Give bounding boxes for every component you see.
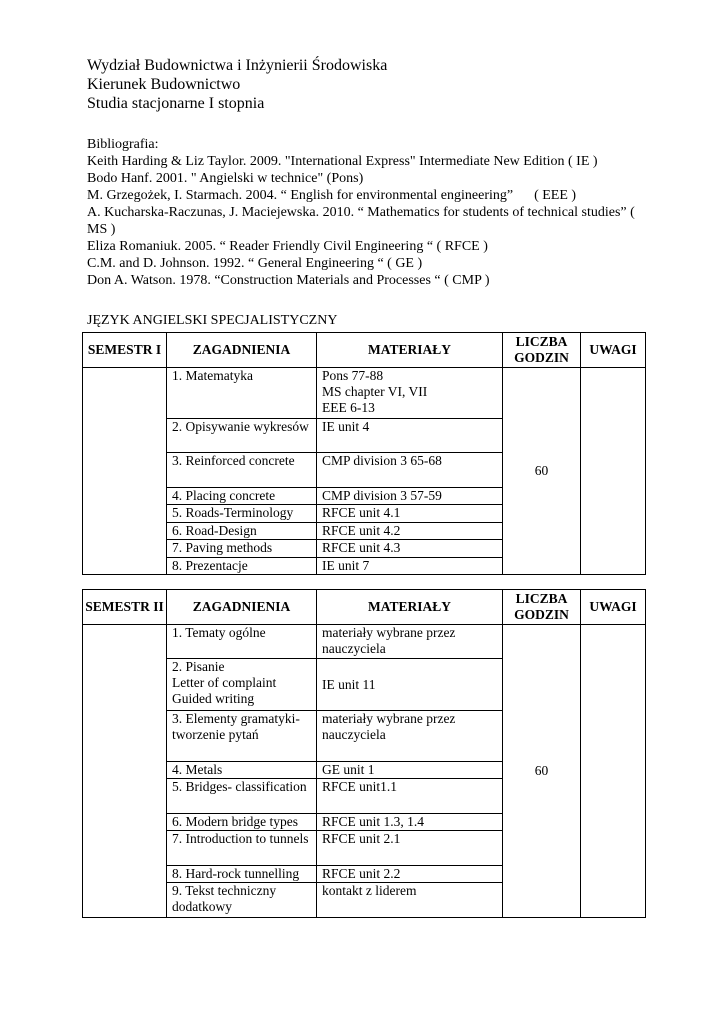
material-cell: RFCE unit1.1: [317, 779, 503, 814]
topic-cell: 1. Matematyka: [167, 368, 317, 419]
material-cell: RFCE unit 2.2: [317, 866, 503, 883]
material-cell: IE unit 7: [317, 558, 503, 575]
topic-cell: 9. Tekst techniczny dodatkowy: [167, 883, 317, 918]
topic-cell: 3. Elementy gramatyki- tworzenie pytań: [167, 711, 317, 762]
notes-header: UWAGI: [581, 590, 646, 625]
topic-cell: 8. Prezentacje: [167, 558, 317, 575]
section-title: JĘZYK ANGIELSKI SPECJALISTYCZNY: [87, 313, 338, 328]
topic-cell: 2. Opisywanie wykresów: [167, 419, 317, 453]
topic-cell: 5. Bridges- classification: [167, 779, 317, 814]
topic-cell: 4. Metals: [167, 762, 317, 779]
material-cell: IE unit 4: [317, 419, 503, 453]
topic-cell: 5. Roads-Terminology: [167, 505, 317, 523]
field-of-study: Kierunek Budownictwo: [87, 76, 241, 93]
notes-cell: [581, 368, 646, 575]
hours-header: LICZBA GODZIN: [503, 333, 581, 368]
topics-header: ZAGADNIENIA: [167, 590, 317, 625]
notes-header: UWAGI: [581, 333, 646, 368]
table-header-row: [83, 333, 646, 368]
notes-cell: [581, 625, 646, 918]
bibliography: [87, 136, 647, 289]
materials-header: MATERIAŁY: [317, 333, 503, 368]
hours-header: LICZBA GODZIN: [503, 590, 581, 625]
materials-header: MATERIAŁY: [317, 590, 503, 625]
bibliography-entry: Eliza Romaniuk. 2005. “ Reader Friendly Civil Engineering “ ( RFCE ): [87, 239, 488, 254]
bibliography-entry: Keith Harding & Liz Taylor. 2009. "International Express" Intermediate New Edition ( IE ): [87, 154, 598, 169]
topic-cell: 3. Reinforced concrete: [167, 453, 317, 488]
topic-cell: 2. Pisanie Letter of complaint Guided writing: [167, 659, 317, 711]
bibliography-entry: C.M. and D. Johnson. 1992. “ General Engineering “ ( GE ): [87, 256, 423, 271]
topic-cell: 7. Introduction to tunnels: [167, 831, 317, 866]
semester-cell: [83, 368, 167, 575]
semester-header: SEMESTR II: [83, 590, 167, 625]
material-cell: RFCE unit 4.1: [317, 505, 503, 523]
topic-cell: 1. Tematy ogólne: [167, 625, 317, 659]
material-cell: CMP division 3 57-59: [317, 488, 503, 505]
bibliography-entry: Bodo Hanf. 2001. " Angielski w technice" (Pons): [87, 171, 364, 186]
material-cell: CMP division 3 65-68: [317, 453, 503, 488]
material-cell: materiały wybrane przez nauczyciela: [317, 625, 503, 659]
faculty-name: Wydział Budownictwa i Inżynierii Środowiska: [87, 57, 388, 74]
topic-cell: 6. Modern bridge types: [167, 814, 317, 831]
material-cell: RFCE unit 4.2: [317, 523, 503, 540]
bibliography-title: Bibliografia:: [87, 137, 159, 152]
material-cell: materiały wybrane przez nauczyciela: [317, 711, 503, 762]
bibliography-entry: Don A. Watson. 1978. “Construction Materials and Processes “ ( CMP ): [87, 273, 490, 288]
semester-2-table: [82, 589, 646, 918]
hours-cell: 60: [503, 625, 581, 918]
material-cell: RFCE unit 1.3, 1.4: [317, 814, 503, 831]
topic-cell: 8. Hard-rock tunnelling: [167, 866, 317, 883]
topics-header: ZAGADNIENIA: [167, 333, 317, 368]
document-header: [87, 56, 647, 113]
material-cell: GE unit 1: [317, 762, 503, 779]
bibliography-entry: A. Kucharska-Raczunas, J. Maciejewska. 2010. “ Mathematics for students of technical studies” ( MS ): [87, 205, 639, 237]
material-cell: RFCE unit 2.1: [317, 831, 503, 866]
material-cell: IE unit 11: [317, 659, 503, 711]
table-row: [83, 625, 646, 659]
topic-cell: 4. Placing concrete: [167, 488, 317, 505]
table-row: [83, 368, 646, 419]
material-cell: RFCE unit 4.3: [317, 540, 503, 558]
bibliography-entry: M. Grzegożek, I. Starmach. 2004. “ English for environmental engineering” ( EEE ): [87, 188, 577, 203]
semester-1-table: [82, 332, 646, 575]
material-cell: Pons 77-88 MS chapter VI, VII EEE 6-13: [317, 368, 503, 419]
material-cell: kontakt z liderem: [317, 883, 503, 918]
topic-cell: 6. Road-Design: [167, 523, 317, 540]
hours-cell: 60: [503, 368, 581, 575]
study-mode: Studia stacjonarne I stopnia: [87, 95, 265, 112]
semester-header: SEMESTR I: [83, 333, 167, 368]
table-header-row: [83, 590, 646, 625]
semester-cell: [83, 625, 167, 918]
document-page: [87, 56, 647, 329]
topic-cell: 7. Paving methods: [167, 540, 317, 558]
